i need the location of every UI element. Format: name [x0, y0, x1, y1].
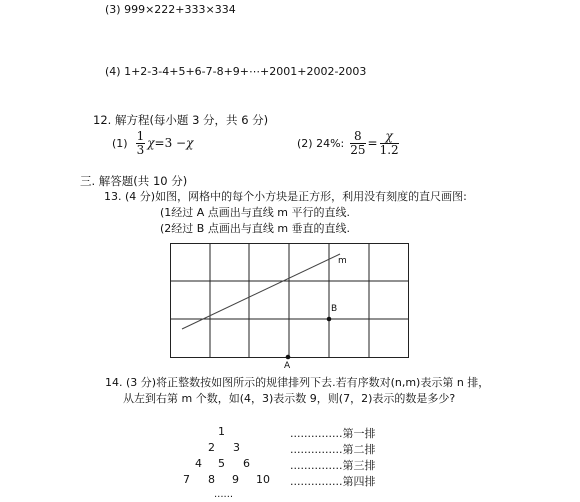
row-label-1: ...............第一排 [290, 427, 376, 440]
triangle-number: 1 [218, 425, 225, 438]
fraction-one-third [136, 130, 146, 157]
grid-figure [170, 243, 420, 376]
row-label-3: ...............第三排 [290, 459, 376, 472]
triangle-number: 10 [256, 473, 270, 486]
fraction-x-1.2 [380, 130, 399, 157]
problem-11-3: (3) 999×222+333×334 [105, 3, 236, 16]
grid-svg [170, 243, 420, 373]
equation-1-label: (1) [112, 136, 128, 150]
point-B [327, 317, 332, 322]
fraction-denominator: 3 [136, 142, 145, 157]
problem-12-title: 12. 解方程(每小题 3 分，共 6 分) [93, 113, 269, 127]
equation-1-rhs: =3 − [154, 136, 187, 150]
problem-13-part1: (1经过 A 点画出与直线 m 平行的直线. [160, 206, 351, 219]
fraction-8-25 [350, 130, 365, 157]
fraction-denominator: 1.2 [379, 142, 399, 157]
triangle-number: 4 [195, 457, 202, 470]
problem-14-line2: 从左到右第 m 个数，如(4，3)表示数 9，则(7，2)表示的数是多少? [123, 392, 456, 405]
variable-x: χ [147, 136, 155, 150]
row-label-4: ...............第四排 [290, 475, 376, 488]
triangle-number: 9 [232, 473, 239, 486]
point-A [286, 355, 291, 360]
equation-2-label: (2) 24%: [297, 136, 345, 150]
triangle-number: 3 [233, 441, 240, 454]
fraction-numerator: 8 [350, 130, 365, 144]
equation-1 [112, 128, 193, 158]
triangle-number: 8 [208, 473, 215, 486]
problem-13-part2: (2经过 B 点画出与直线 m 垂直的直线. [160, 222, 351, 235]
triangle-number: 6 [243, 457, 250, 470]
problem-11-4: (4) 1+2-3-4+5+6-7-8+9+⋯+2001+2002-2003 [105, 65, 367, 78]
problem-14-line1: 14. (3 分)将正整数按如图所示的规律排列下去.若有序数对(n,m)表示第 n 排， [105, 376, 490, 389]
row-label-2: ...............第二排 [290, 443, 376, 456]
equation-2 [297, 128, 399, 158]
label-B: B [331, 304, 338, 314]
variable-x-rhs: χ [186, 136, 194, 150]
line-m [182, 254, 340, 329]
fraction-numerator: 1 [136, 128, 145, 143]
fraction-denominator: 25 [350, 142, 366, 157]
equals-sign: = [367, 136, 378, 150]
label-A: A [284, 361, 291, 371]
section-3-title: 三. 解答题(共 10 分) [80, 174, 188, 188]
triangle-ellipsis: ...... [214, 489, 234, 500]
triangle-number: 5 [218, 457, 225, 470]
fraction-numerator: χ [380, 130, 399, 144]
triangle-number: 7 [183, 473, 190, 486]
label-m: m [338, 256, 347, 266]
problem-13-line1: 13. (4 分)如图，网格中的每个小方块是正方形，利用没有刻度的直尺画图: [104, 190, 467, 203]
grid-lines [171, 244, 409, 358]
triangle-number: 2 [208, 441, 215, 454]
